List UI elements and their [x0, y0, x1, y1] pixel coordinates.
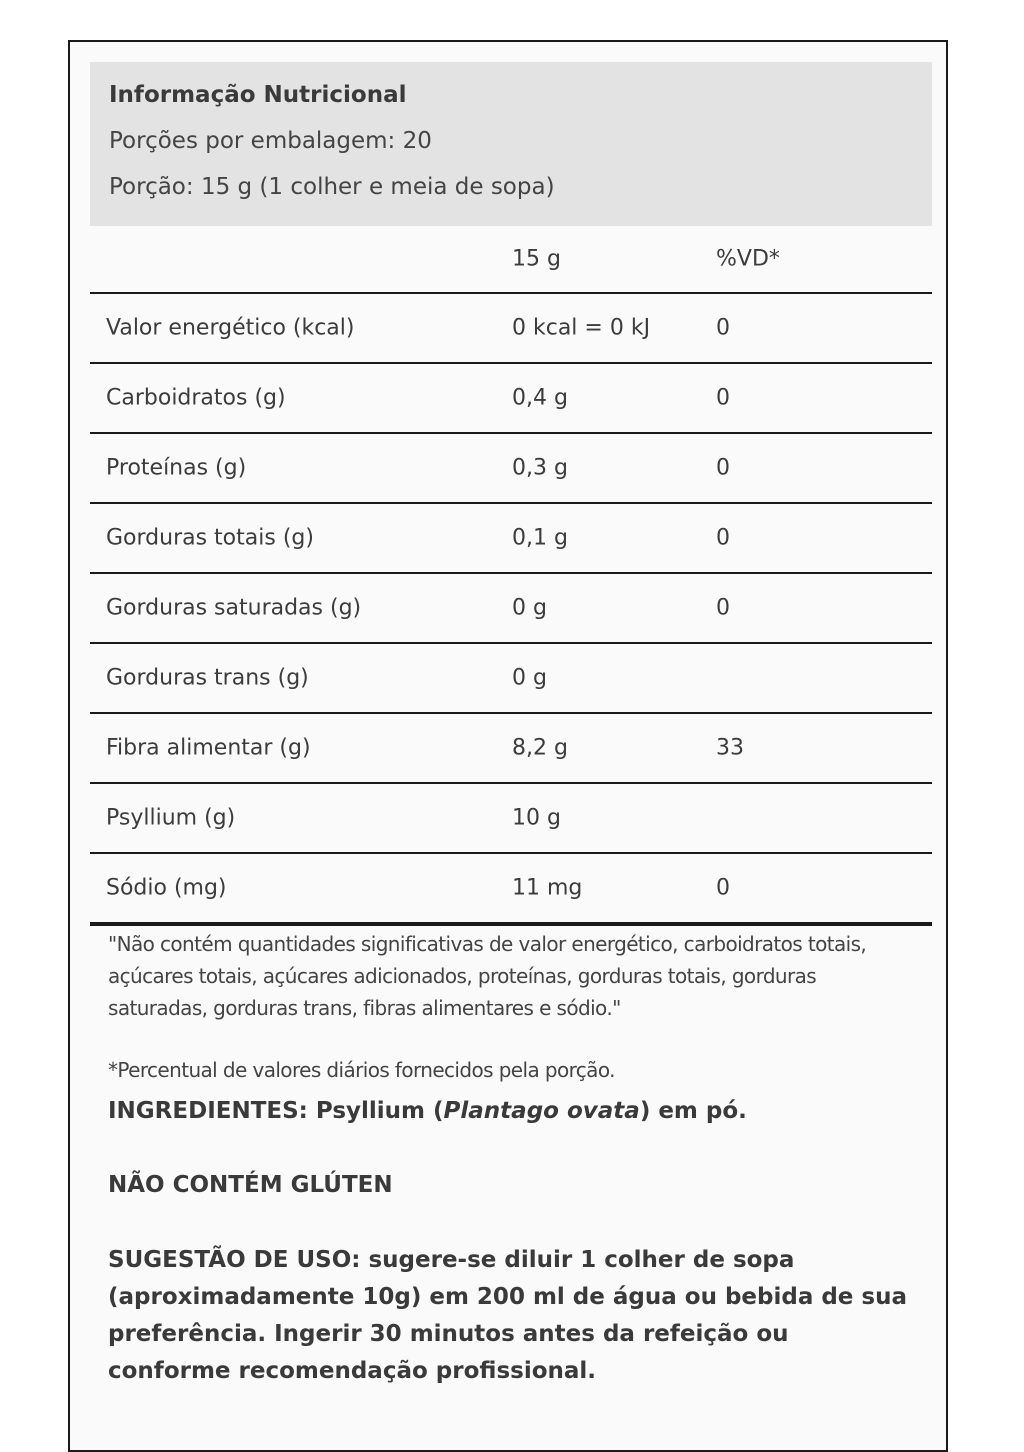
gluten-notice: NÃO CONTÉM GLÚTEN — [108, 1172, 393, 1198]
nutrient-amount: 0,4 g — [512, 385, 568, 411]
nutrient-name: Proteínas (g) — [106, 455, 247, 481]
ingredients-label: INGREDIENTES: Psyllium ( — [108, 1098, 444, 1124]
nutrition-table — [90, 226, 932, 926]
nutrient-name: Valor energético (kcal) — [106, 315, 355, 341]
servings-per-package: Porções por embalagem: 20 — [109, 128, 432, 154]
nutrient-name: Carboidratos (g) — [106, 385, 286, 411]
table-row — [90, 644, 932, 714]
table-row — [90, 364, 932, 434]
nutrient-name: Gorduras saturadas (g) — [106, 595, 362, 621]
nutrient-name: Gorduras totais (g) — [106, 525, 314, 551]
not-significant-note: "Não contém quantidades significativas de valor energético, carboidratos totais, açúcares totais, açúcares adicionados, proteínas, gorduras totais, gorduras saturadas, gorduras trans, fibras alimentares e sódio." — [108, 932, 867, 1020]
table-row — [90, 504, 932, 574]
nutrient-name: Fibra alimentar (g) — [106, 735, 311, 761]
daily-value-footnote: *Percentual de valores diários fornecidos pela porção. — [108, 1058, 615, 1082]
nutrient-amount: 0,3 g — [512, 455, 568, 481]
column-header-dv: %VD* — [716, 246, 780, 272]
nutrient-dv: 0 — [716, 385, 730, 411]
table-row — [90, 434, 932, 504]
nutrient-dv: 0 — [716, 525, 730, 551]
nutrition-label-panel — [68, 40, 948, 1452]
serving-size: Porção: 15 g (1 colher e meia de sopa) — [109, 174, 555, 200]
nutrient-name: Sódio (mg) — [106, 875, 227, 901]
nutrient-amount: 8,2 g — [512, 735, 568, 761]
ingredients-suffix: ) em pó. — [639, 1098, 747, 1124]
table-row — [90, 784, 932, 854]
nutrient-amount: 0 g — [512, 665, 547, 691]
nutrient-dv: 0 — [716, 315, 730, 341]
nutrient-amount: 0 kcal = 0 kJ — [512, 315, 651, 341]
nutrient-amount: 0 g — [512, 595, 547, 621]
table-row — [90, 574, 932, 644]
usage-suggestion: SUGESTÃO DE USO: sugere-se diluir 1 colher de sopa (aproximadamente 10g) em 200 ml de água ou bebida de sua preferência. Ingerir 30 minutos antes da refeição ou conforme recomendação profissional. — [108, 1247, 908, 1384]
table-row — [90, 714, 932, 784]
nutrient-amount: 11 mg — [512, 875, 583, 901]
nutrient-dv: 33 — [716, 735, 744, 761]
nutrient-dv: 0 — [716, 455, 730, 481]
nutrient-amount: 10 g — [512, 805, 561, 831]
nutrient-dv: 0 — [716, 875, 730, 901]
nutrient-dv: 0 — [716, 595, 730, 621]
nutrient-amount: 0,1 g — [512, 525, 568, 551]
table-row — [90, 294, 932, 364]
ingredients-species: Plantago ovata — [443, 1098, 640, 1124]
table-row — [90, 854, 932, 926]
ingredients-statement — [108, 1098, 747, 1124]
table-header-row — [90, 226, 932, 294]
nutrient-name: Gorduras trans (g) — [106, 665, 309, 691]
nutrient-name: Psyllium (g) — [106, 805, 236, 831]
nutrition-title: Informação Nutricional — [109, 82, 407, 108]
column-header-amount: 15 g — [512, 246, 561, 272]
nutrition-header — [90, 62, 932, 226]
